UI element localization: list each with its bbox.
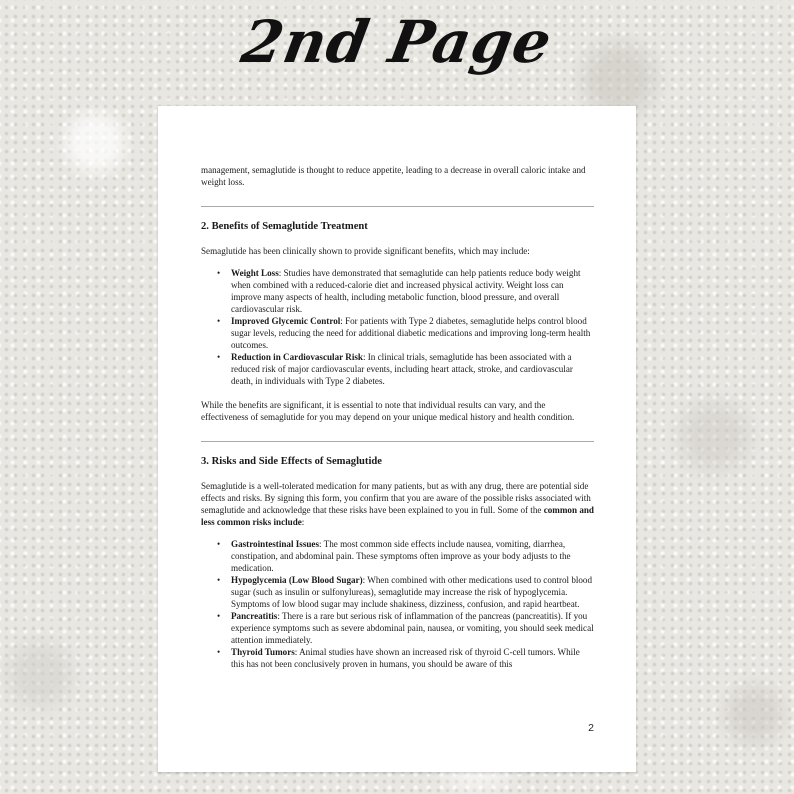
list-item-text: : Studies have demonstrated that semaglutide can help patients reduce body weight when combined with a reduced-calorie diet and increased physical activity. Weight loss can improve many aspects of health, including metabolic function, blood pressure, and overall cardiovascular risk. [231,268,581,314]
risks-list [201,538,594,670]
banner-title: 2nd Page [236,8,558,76]
risks-intro-end: : [301,517,305,527]
list-item-label: Hypoglycemia (Low Blood Sugar) [231,575,363,585]
list-item-text: : For patients with Type 2 diabetes, semaglutide helps control blood sugar levels, reducing the need for additional diabetic medications and improving long-term health outcomes. [231,316,591,350]
list-item-text: : The most common side effects include nausea, vomiting, diarrhea, constipation, and abdominal pain. These symptoms often improve as your body adjusts to the medication. [231,539,571,573]
section-divider [201,206,594,207]
section-heading-benefits: 2. Benefits of Semaglutide Treatment [201,221,368,232]
page-number: 2 [588,722,594,734]
benefits-closing: While the benefits are significant, it is essential to note that individual results can vary, and the effectiveness of semaglutide for you may depend on your unique medical history and health condition. [201,400,575,422]
list-item-label: Reduction in Cardiovascular Risk [231,352,363,362]
list-item-text: : When combined with other medications used to control blood sugar (such as insulin or sulfonylureas), semaglutide may increase the risk of hypoglycemia. Symptoms of low blood sugar may include shakiness, dizziness, confusion, and rapid heartbeat. [231,575,593,609]
document-page [158,106,636,772]
benefits-list [201,267,594,387]
list-item-text: : In clinical trials, semaglutide has been associated with a reduced risk of major cardiovascular events, including heart attack, stroke, and cardiovascular death, in individuals with Type 2 diabetes. [231,352,573,386]
intro-paragraph: management, semaglutide is thought to reduce appetite, leading to a decrease in overall caloric intake and weight loss. [201,165,586,187]
list-item [231,610,594,646]
risks-intro [201,480,594,528]
list-item [231,646,594,670]
risks-intro-text: Semaglutide is a well-tolerated medication for many patients, but as with any drug, there are potential side effects and risks. By signing this form, you confirm that you are aware of the possible risks associated with semaglutide and acknowledge that these risks have been explained to you in full. Some of the [201,481,591,515]
section-divider [201,441,594,442]
list-item [231,351,594,387]
benefits-intro: Semaglutide has been clinically shown to provide significant benefits, which may include: [201,246,530,256]
list-item [231,538,594,574]
list-item [231,315,594,351]
section-heading-risks: 3. Risks and Side Effects of Semaglutide [201,456,382,467]
risks-intro-emphasis: common and less common risks include [201,505,594,527]
list-item-text: : There is a rare but serious risk of inflammation of the pancreas (pancreatitis). If you experience symptoms such as severe abdominal pain, nausea, or vomiting, you should seek medical attention immediately. [231,611,594,645]
list-item-text: : Animal studies have shown an increased risk of thyroid C-cell tumors. While this has not been conclusively proven in humans, you should be aware of this [231,647,580,669]
list-item-label: Weight Loss [231,268,279,278]
list-item-label: Pancreatitis [231,611,278,621]
list-item-label: Thyroid Tumors [231,647,295,657]
list-item-label: Improved Glycemic Control [231,316,341,326]
list-item-label: Gastrointestinal Issues [231,539,320,549]
list-item [231,267,594,315]
document-content [201,164,594,682]
list-item [231,574,594,610]
